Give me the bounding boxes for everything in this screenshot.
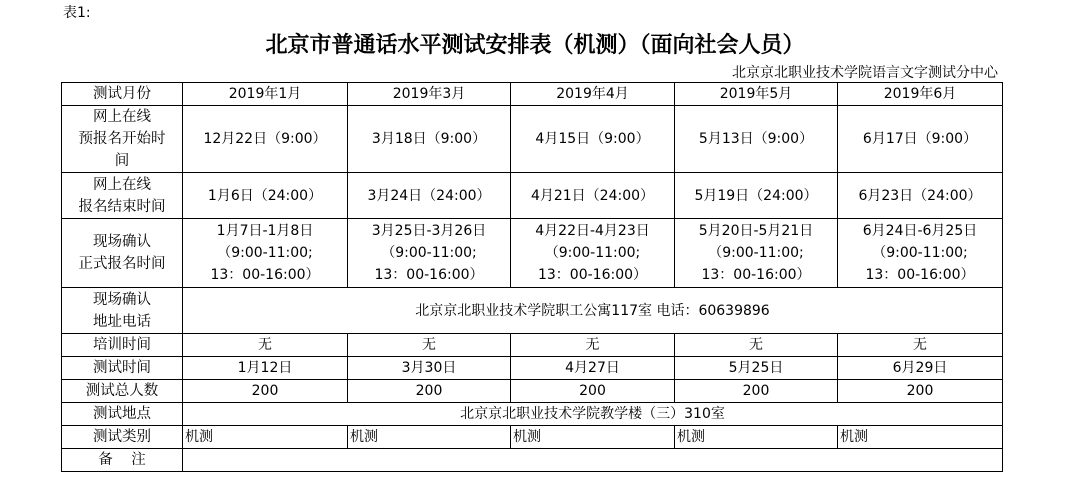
table-label: 表1: (63, 5, 91, 21)
test-type-cell: 机测 (675, 426, 838, 449)
training-time-cell: 无 (838, 334, 1003, 357)
row-header-test-type: 测试类别 (62, 426, 183, 449)
row-onsite-confirm (62, 219, 1003, 288)
row-prereg-start (62, 106, 1003, 173)
test-time-cell: 6月29日 (838, 357, 1003, 380)
test-time-cell: 5月25日 (675, 357, 838, 380)
remarks-cell (183, 449, 1003, 472)
reg-end-cell: 3月24日（24:00） (348, 173, 511, 219)
test-type-cell: 机测 (183, 426, 348, 449)
row-training-time (62, 334, 1003, 357)
test-time-cell: 4月27日 (511, 357, 675, 380)
total-people-cell: 200 (348, 380, 511, 403)
row-test-time (62, 357, 1003, 380)
prereg-start-cell: 6月17日（9:00） (838, 106, 1003, 173)
row-header-reg-end: 网上在线 报名结束时间 (62, 173, 183, 219)
total-people-cell: 200 (838, 380, 1003, 403)
onsite-confirm-cell: 3月25日-3月26日 （9:00-11:00; 13：00-16:00） (348, 219, 511, 288)
prereg-start-cell: 5月13日（9:00） (675, 106, 838, 173)
onsite-confirm-cell: 6月24日-6月25日 （9:00-11:00; 13：00-16:00） (838, 219, 1003, 288)
row-header-prereg-start: 网上在线 预报名开始时 间 (62, 106, 183, 173)
test-time-cell: 1月12日 (183, 357, 348, 380)
total-people-cell: 200 (511, 380, 675, 403)
month-cell: 2019年5月 (675, 83, 838, 106)
onsite-confirm-cell: 1月7日-1月8日 （9:00-11:00; 13：00-16:00） (183, 219, 348, 288)
schedule-table (61, 82, 1003, 472)
row-test-type (62, 426, 1003, 449)
row-header-total-people: 测试总人数 (62, 380, 183, 403)
row-header-test-month: 测试月份 (62, 83, 183, 106)
reg-end-cell: 5月19日（24:00） (675, 173, 838, 219)
row-header-test-location: 测试地点 (62, 403, 183, 426)
page-title: 北京市普通话水平测试安排表（机测）（面向社会人员） (265, 32, 805, 58)
month-cell: 2019年3月 (348, 83, 511, 106)
test-location-cell: 北京京北职业技术学院教学楼（三）310室 (183, 403, 1003, 426)
test-type-cell: 机测 (838, 426, 1003, 449)
reg-end-cell: 1月6日（24:00） (183, 173, 348, 219)
prereg-start-cell: 4月15日（9:00） (511, 106, 675, 173)
prereg-start-cell: 3月18日（9:00） (348, 106, 511, 173)
reg-end-cell: 6月23日（24:00） (838, 173, 1003, 219)
row-test-location (62, 403, 1003, 426)
training-time-cell: 无 (511, 334, 675, 357)
row-header-test-time: 测试时间 (62, 357, 183, 380)
total-people-cell: 200 (675, 380, 838, 403)
onsite-confirm-cell: 5月20日-5月21日 （9:00-11:00; 13：00-16:00） (675, 219, 838, 288)
row-header-remarks: 备 注 (62, 449, 183, 472)
month-cell: 2019年4月 (511, 83, 675, 106)
reg-end-cell: 4月21日（24:00） (511, 173, 675, 219)
test-type-cell: 机测 (511, 426, 675, 449)
row-header-training-time: 培训时间 (62, 334, 183, 357)
test-type-cell: 机测 (348, 426, 511, 449)
month-cell: 2019年1月 (183, 83, 348, 106)
row-total-people (62, 380, 1003, 403)
prereg-start-cell: 12月22日（9:00） (183, 106, 348, 173)
row-test-month (62, 83, 1003, 106)
row-confirm-address (62, 288, 1003, 334)
row-reg-end (62, 173, 1003, 219)
month-cell: 2019年6月 (838, 83, 1003, 106)
row-header-confirm-address: 现场确认 地址电话 (62, 288, 183, 334)
training-time-cell: 无 (183, 334, 348, 357)
confirm-address-cell: 北京京北职业技术学院职工公寓117室 电话：60639896 (183, 288, 1003, 334)
organization-name: 北京京北职业技术学院语言文字测试分中心 (732, 65, 998, 81)
row-remarks (62, 449, 1003, 472)
training-time-cell: 无 (675, 334, 838, 357)
row-header-onsite-confirm: 现场确认 正式报名时间 (62, 219, 183, 288)
test-time-cell: 3月30日 (348, 357, 511, 380)
training-time-cell: 无 (348, 334, 511, 357)
total-people-cell: 200 (183, 380, 348, 403)
onsite-confirm-cell: 4月22日-4月23日 （9:00-11:00; 13：00-16:00） (511, 219, 675, 288)
